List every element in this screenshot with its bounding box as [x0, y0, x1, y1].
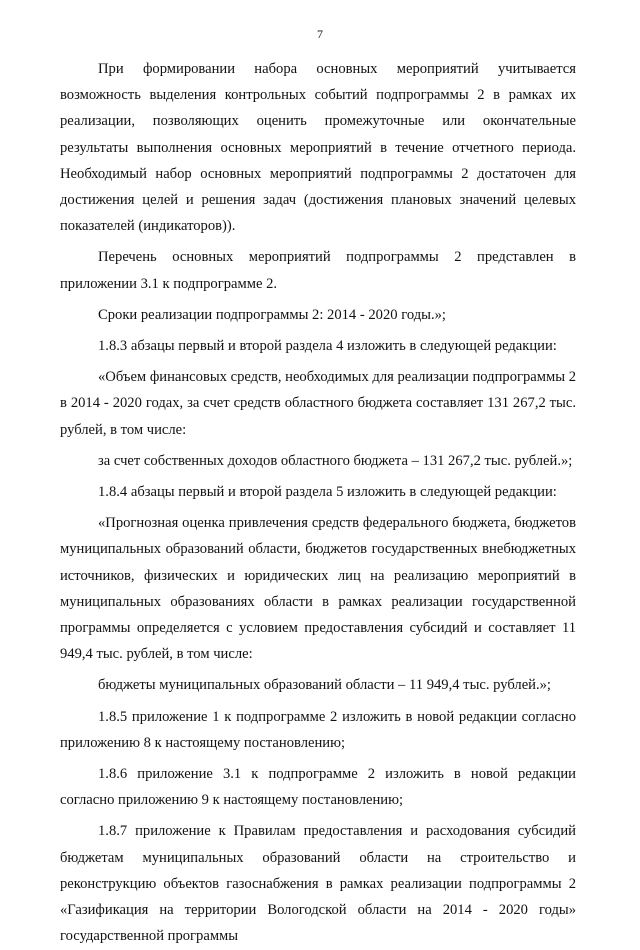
paragraph-municipal-budgets: бюджеты муниципальных образований области – 11 949,4 тыс. рублей.»;: [98, 677, 551, 694]
document-body: [60, 56, 576, 950]
paragraph-activities-list: Перечень основных мероприятий подпрограммы 2 представлен в приложении 3.1 к подпрограмме 2.: [60, 249, 576, 292]
paragraph-implementation-period: Сроки реализации подпрограммы 2: 2014 - 2020 годы.»;: [98, 306, 446, 323]
paragraph-forecast-estimate: «Прогнозная оценка привлечения средств федерального бюджета, бюджетов муниципальных образований области, бюджетов государственных внебюджетных источников, физических и юридических лиц на реализацию мероприятий в муниципальных образованиях области в рамках реализации государственной программы определяется с условием предоставления субсидий и составляет 11 949,4 тыс. рублей, в том числе:: [60, 515, 576, 663]
paragraph-item-1-8-7: 1.8.7 приложение к Правилам предоставления и расходования субсидий бюджетам муниципальных образований области на строительство и реконструкцию объектов газоснабжения в рамках реализации подпрограммы 2 «Газификация на территории Вологодской области на 2014 - 2020 годы» государственной программы: [60, 823, 576, 945]
paragraph-item-1-8-4: 1.8.4 абзацы первый и второй раздела 5 изложить в следующей редакции:: [98, 484, 557, 501]
paragraph-financing-volume: «Объем финансовых средств, необходимых для реализации подпрограммы 2 в 2014 - 2020 годах, за счет средств областного бюджета составляет 131 267,2 тыс. рублей, в том числе:: [60, 369, 576, 438]
paragraph-item-1-8-3: 1.8.3 абзацы первый и второй раздела 4 изложить в следующей редакции:: [98, 338, 557, 355]
paragraph-item-1-8-5: 1.8.5 приложение 1 к подпрограмме 2 изложить в новой редакции согласно приложению 8 к настоящему постановлению;: [60, 708, 576, 751]
paragraph-control-events: При формировании набора основных мероприятий учитывается возможность выделения контрольных событий подпрограммы 2 в рамках их реализации, позволяющих оценить промежуточные или окончательные результаты выполнения основных мероприятий в течение отчетного периода. Необходимый набор основных мероприятий подпрограммы 2 достаточен для достижения целей и решения задач (достижения плановых значений целевых показателей (индикаторов)).: [60, 61, 576, 235]
page-number: 7: [317, 27, 323, 41]
paragraph-item-1-8-6: 1.8.6 приложение 3.1 к подпрограмме 2 изложить в новой редакции согласно приложению 9 к настоящему постановлению;: [60, 766, 576, 809]
paragraph-own-revenues: за счет собственных доходов областного бюджета – 131 267,2 тыс. рублей.»;: [98, 452, 573, 469]
